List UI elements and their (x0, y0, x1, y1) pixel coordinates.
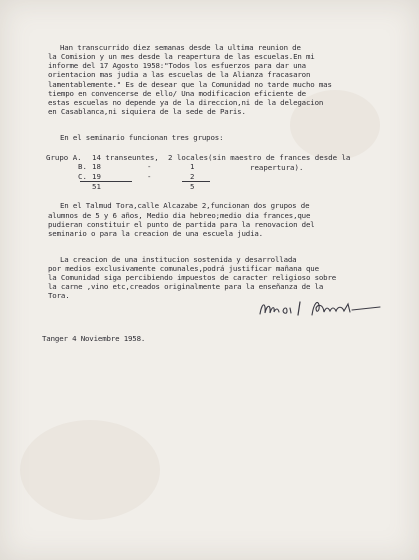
group-locales: 2 locales (168, 153, 209, 162)
total-rule-locales (182, 181, 210, 182)
text-line: tiempo en convencerse de ello/ Una modificacion eficiente de (48, 89, 306, 98)
group-dash: - (147, 162, 152, 171)
paper-stain (20, 420, 160, 520)
total-locales: 5 (190, 182, 195, 191)
group-label: B. (78, 162, 87, 171)
text-line: En el Talmud Tora,calle Alcazabe 2,funcionan dos grupos de (60, 201, 310, 210)
text-line: seminario o para la creacion de una escuela judia. (48, 229, 263, 238)
text-line: pudieran constituir el punto de partida para la renovacion del (48, 220, 315, 229)
groups-table (0, 0, 419, 200)
text-line: la carne ,vino etc,creados originalmente para la enseñanza de la (48, 282, 324, 291)
text-line: alumnos de 5 y 6 años, Medio dia hebreo;medio dia frances,que (48, 211, 311, 220)
text-line: informe del 17 Agosto 1958:"Todos los esfuerzos para dar una (48, 61, 306, 70)
group-label: Grupo A. (46, 153, 82, 162)
text-line: Han transcurrido diez semanas desde la ultima reunion de (60, 43, 301, 52)
text-line: en Casablanca,ni siquiera de la sede de Paris. (48, 107, 246, 116)
group-locales: 1 (190, 162, 195, 171)
text-line: orientacion mas judia a las escuelas de la Alianza fracasaron (48, 70, 311, 79)
group-locales: 2 (190, 172, 195, 181)
group-note: reapertura). (250, 163, 304, 172)
text-line: por medios exclusivamente comunales,podrá justificar mañana que (48, 264, 319, 273)
text-line: la Comision y un mes desde la reapertura de las escuelas.En mi (48, 52, 315, 61)
text-line: Tora. (48, 291, 70, 300)
group-label: C. (78, 172, 87, 181)
handwritten-signature (256, 296, 386, 322)
group-students: 14 transeuntes, (92, 153, 159, 162)
seminario-intro: En el seminario funcionan tres grupos: (60, 133, 224, 142)
group-students: 19 (92, 172, 101, 181)
place-date: Tanger 4 Noviembre 1958. (42, 334, 146, 343)
group-students: 18 (92, 162, 101, 171)
group-note: (sin maestro de frances desde la (208, 153, 351, 162)
text-line: estas escuelas no depende ya de la direccion,ni de la delegacion (48, 98, 324, 107)
total-students: 51 (92, 182, 101, 191)
text-line: La creacion de una institucion sostenida y desarrollada (60, 255, 297, 264)
group-dash: - (147, 172, 152, 181)
text-line: la Comunidad siga percibiendo impuestos de caracter religioso sobre (48, 273, 337, 282)
total-rule-students (80, 181, 132, 182)
text-line: lamentablemente." Es de desear que la Comunidad no tarde mucho mas (48, 80, 332, 89)
